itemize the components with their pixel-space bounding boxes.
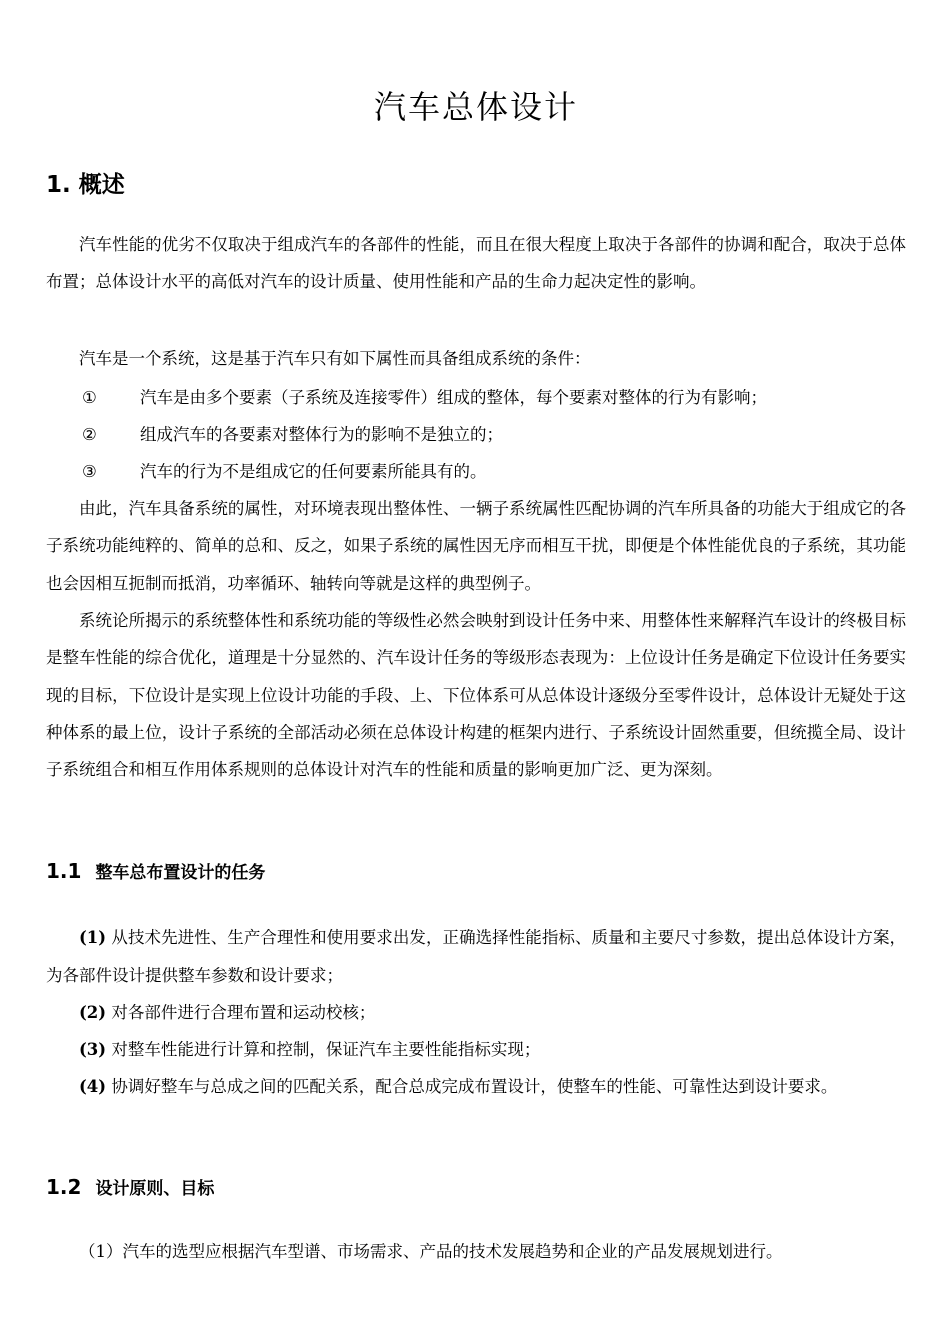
- section-heading-1-2: [46, 1174, 214, 1199]
- task-number: (4): [79, 1077, 107, 1096]
- principle-marker: （1）: [79, 1242, 123, 1261]
- list-item: [82, 379, 767, 416]
- paragraph-system-conditions: 汽车是一个系统，这是基于汽车只有如下属性而具备组成系统的条件：: [79, 349, 591, 368]
- principle-item: [46, 1233, 906, 1270]
- section-heading-1-1: [46, 858, 265, 883]
- task-item: [46, 1068, 906, 1106]
- section-heading-overview: 1. 概述: [46, 172, 125, 198]
- task-text: 从技术先进性、生产合理性和使用要求出发，正确选择性能指标、质量和主要尺寸参数，提出总体设计方案，为各部件设计提供整车参数和设计要求；: [46, 928, 906, 985]
- document-title: 汽车总体设计: [373, 88, 578, 126]
- paragraph-intro: 汽车性能的优劣不仅取决于组成汽车的各部件的性能，而且在很大程度上取决于各部件的协调和配合，取决于总体布置；总体设计水平的高低对汽车的设计质量、使用性能和产品的生命力起决定性的影响。: [46, 235, 906, 292]
- list-item-text: 汽车是由多个要素（子系统及连接零件）组成的整体，每个要素对整体的行为有影响；: [140, 388, 767, 407]
- task-item: [46, 919, 906, 994]
- list-item: [82, 453, 487, 490]
- list-item: [82, 416, 503, 453]
- list-item-text: 组成汽车的各要素对整体行为的影响不是独立的；: [140, 425, 503, 444]
- list-item-text: 汽车的行为不是组成它的任何要素所能具有的。: [140, 462, 487, 481]
- task-text: 对各部件进行合理布置和运动校核；: [106, 1003, 376, 1022]
- task-text: 协调好整车与总成之间的匹配关系，配合总成完成布置设计，使整车的性能、可靠性达到设计要求。: [106, 1077, 838, 1096]
- task-item: [46, 994, 906, 1032]
- list-marker: ③: [82, 462, 97, 481]
- section-title: 设计原则、目标: [95, 1179, 215, 1199]
- section-number: 1.1: [46, 859, 82, 883]
- list-marker: ①: [82, 388, 97, 407]
- task-item: [46, 1031, 906, 1069]
- section-title: 整车总布置设计的任务: [95, 863, 266, 883]
- task-text: 对整车性能进行计算和控制，保证汽车主要性能指标实现；: [106, 1040, 541, 1059]
- task-number: (2): [79, 1003, 107, 1022]
- task-number: (1): [79, 928, 107, 947]
- task-number: (3): [79, 1040, 107, 1059]
- paragraph-system-theory: 系统论所揭示的系统整体性和系统功能的等级性必然会映射到设计任务中来、用整体性来解释汽车设计的终极目标是整车性能的综合优化，道理是十分显然的、汽车设计任务的等级形态表现为：上位设计任务是确定下位设计任务要实现的目标，下位设计是实现上位设计功能的手段、上、下位体系可从总体设计逐级分至零件设计，总体设计无疑处于这种体系的最上位，设计子系统的全部活动必须在总体设计构建的框架内进行、子系统设计固然重要，但统揽全局、设计子系统组合和相互作用体系规则的总体设计对汽车的性能和质量的影响更加广泛、更为深刻。: [46, 611, 906, 780]
- section-number: 1.2: [46, 1175, 82, 1199]
- list-marker: ②: [82, 425, 97, 444]
- principle-text: 汽车的选型应根据汽车型谱、市场需求、产品的技术发展趋势和企业的产品发展规划进行。: [122, 1242, 783, 1261]
- paragraph-system-attributes: 由此，汽车具备系统的属性，对环境表现出整体性、一辆子系统属性匹配协调的汽车所具备的功能大于组成它的各子系统功能纯粹的、简单的总和、反之，如果子系统的属性因无序而相互干扰，即便是个体性能优良的子系统，其功能也会因相互扼制而抵消，功率循环、轴转向等就是这样的典型例子。: [46, 499, 906, 593]
